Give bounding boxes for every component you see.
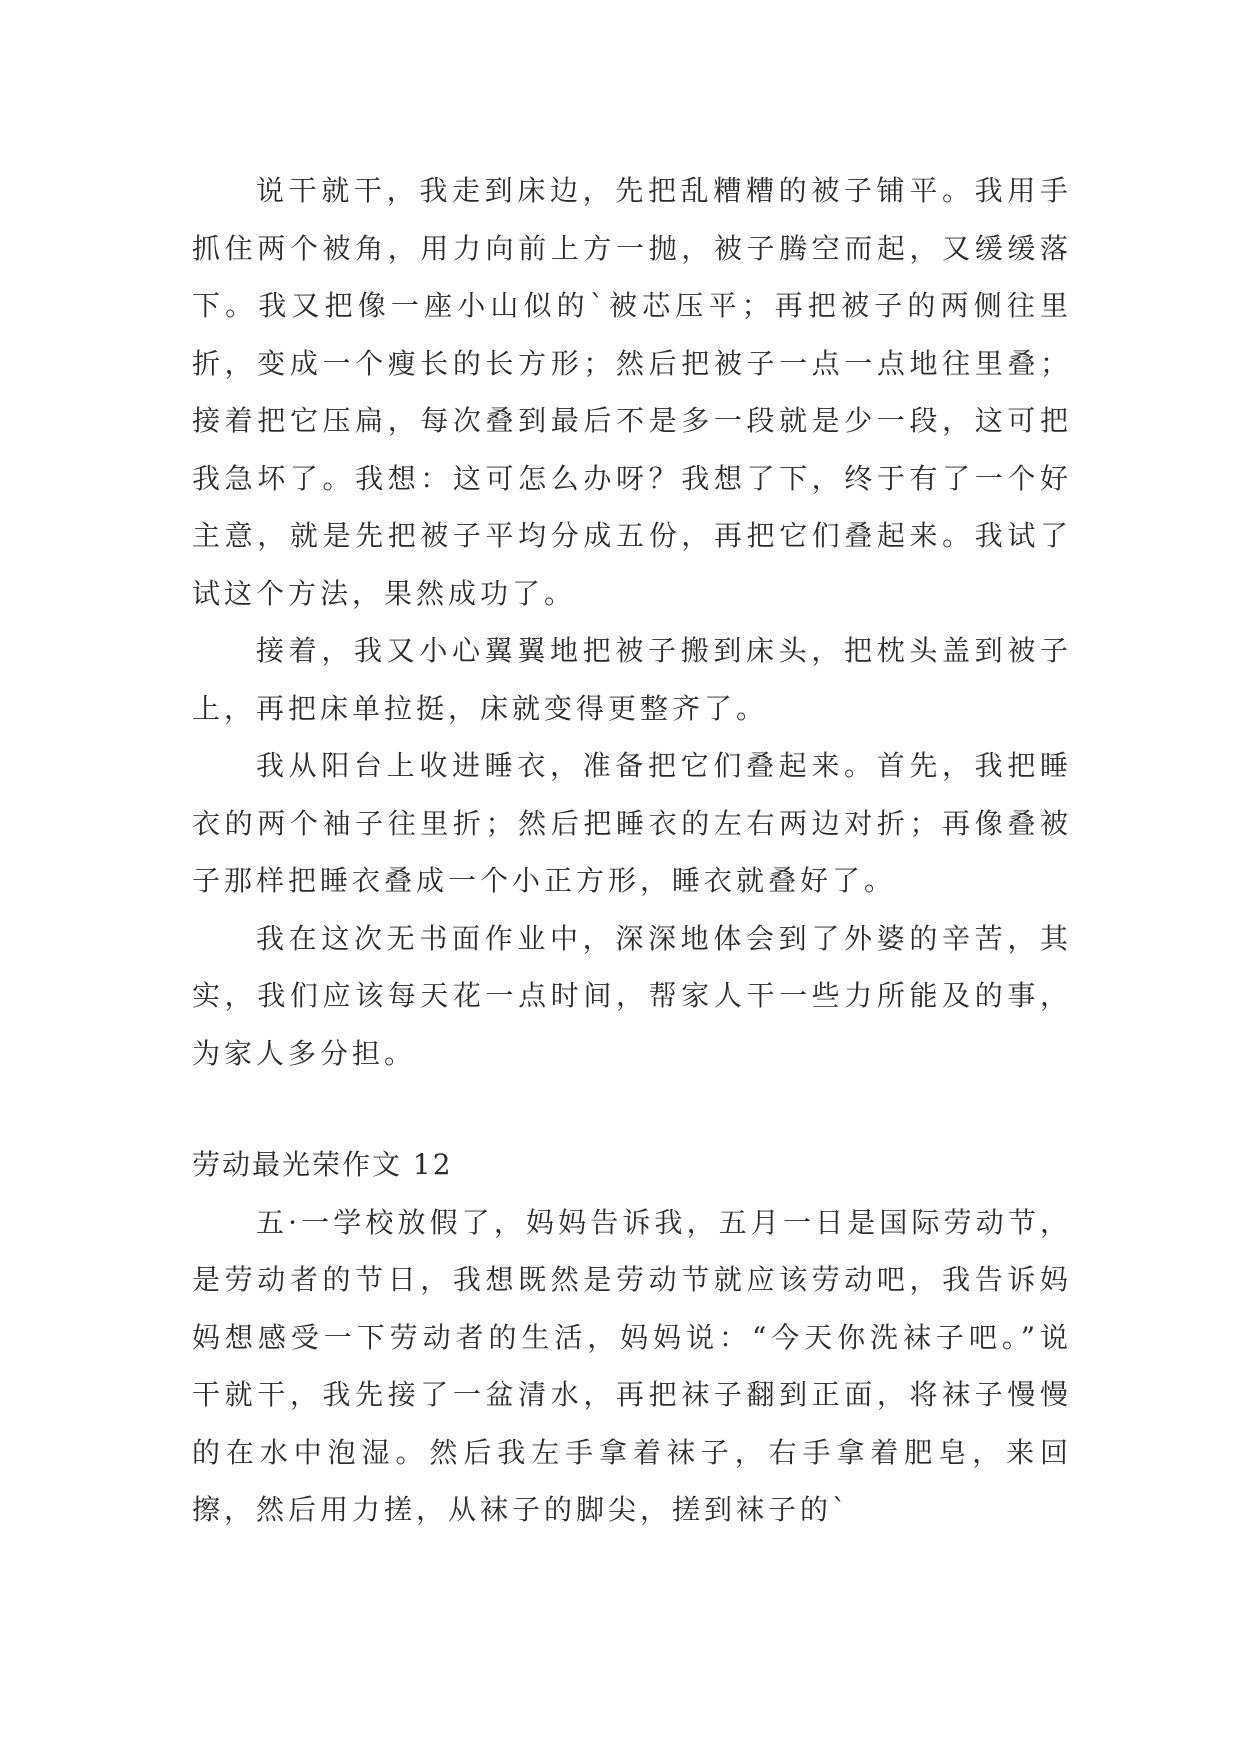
paragraph-reflection: 我在这次无书面作业中，深深地体会到了外婆的辛苦，其实，我们应该每天花一点时间，帮家人干一些力所能及的事，为家人多分担。 — [192, 921, 1072, 1070]
paragraph-folding-quilt: 说干就干，我走到床边，先把乱糟糟的被子铺平。我用手抓住两个被角，用力向前上方一抛，被子腾空而起，又缓缓落下。我又把像一座小山似的`被芯压平；再把被子的两侧往里折，变成一个瘦长的长方形；然后把被子一点一点地往里叠；接着把它压扁，每次叠到最后不是多一段就是少一段，这可把我急坏了。我想：这可怎么办呀？我想了下，终于有了一个好主意，就是先把被子平均分成五份，再把它们叠起来。我试了试这个方法，果然成功了。 — [192, 174, 1072, 610]
paragraph-folding-pajamas: 我从阳台上收进睡衣，准备把它们叠起来。首先，我把睡衣的两个袖子往里折；然后把睡衣的左右两边对折；再像叠被子那样把睡衣叠成一个小正方形，睡衣就叠好了。 — [192, 749, 1072, 897]
document-body — [192, 162, 1072, 1539]
section-title: 劳动最光荣作文 12 — [192, 1148, 453, 1181]
paragraph-making-bed: 接着，我又小心翼翼地把被子搬到床头，把枕头盖到被子上，再把床单拉挺，床就变得更整齐了。 — [192, 634, 1072, 725]
paragraph-washing-socks: 五·一学校放假了，妈妈告诉我，五月一日是国际劳动节，是劳动者的节日，我想既然是劳动节就应该劳动吧，我告诉妈妈想感受一下劳动者的生活，妈妈说：“今天你洗袜子吧。”说干就干，我先接了一盆清水，再把袜子翻到正面，将袜子慢慢的在水中泡湿。然后我左手拿着袜子，右手拿着肥皂，来回擦，然后用力搓，从袜子的脚尖，搓到袜子的` — [192, 1205, 1072, 1526]
